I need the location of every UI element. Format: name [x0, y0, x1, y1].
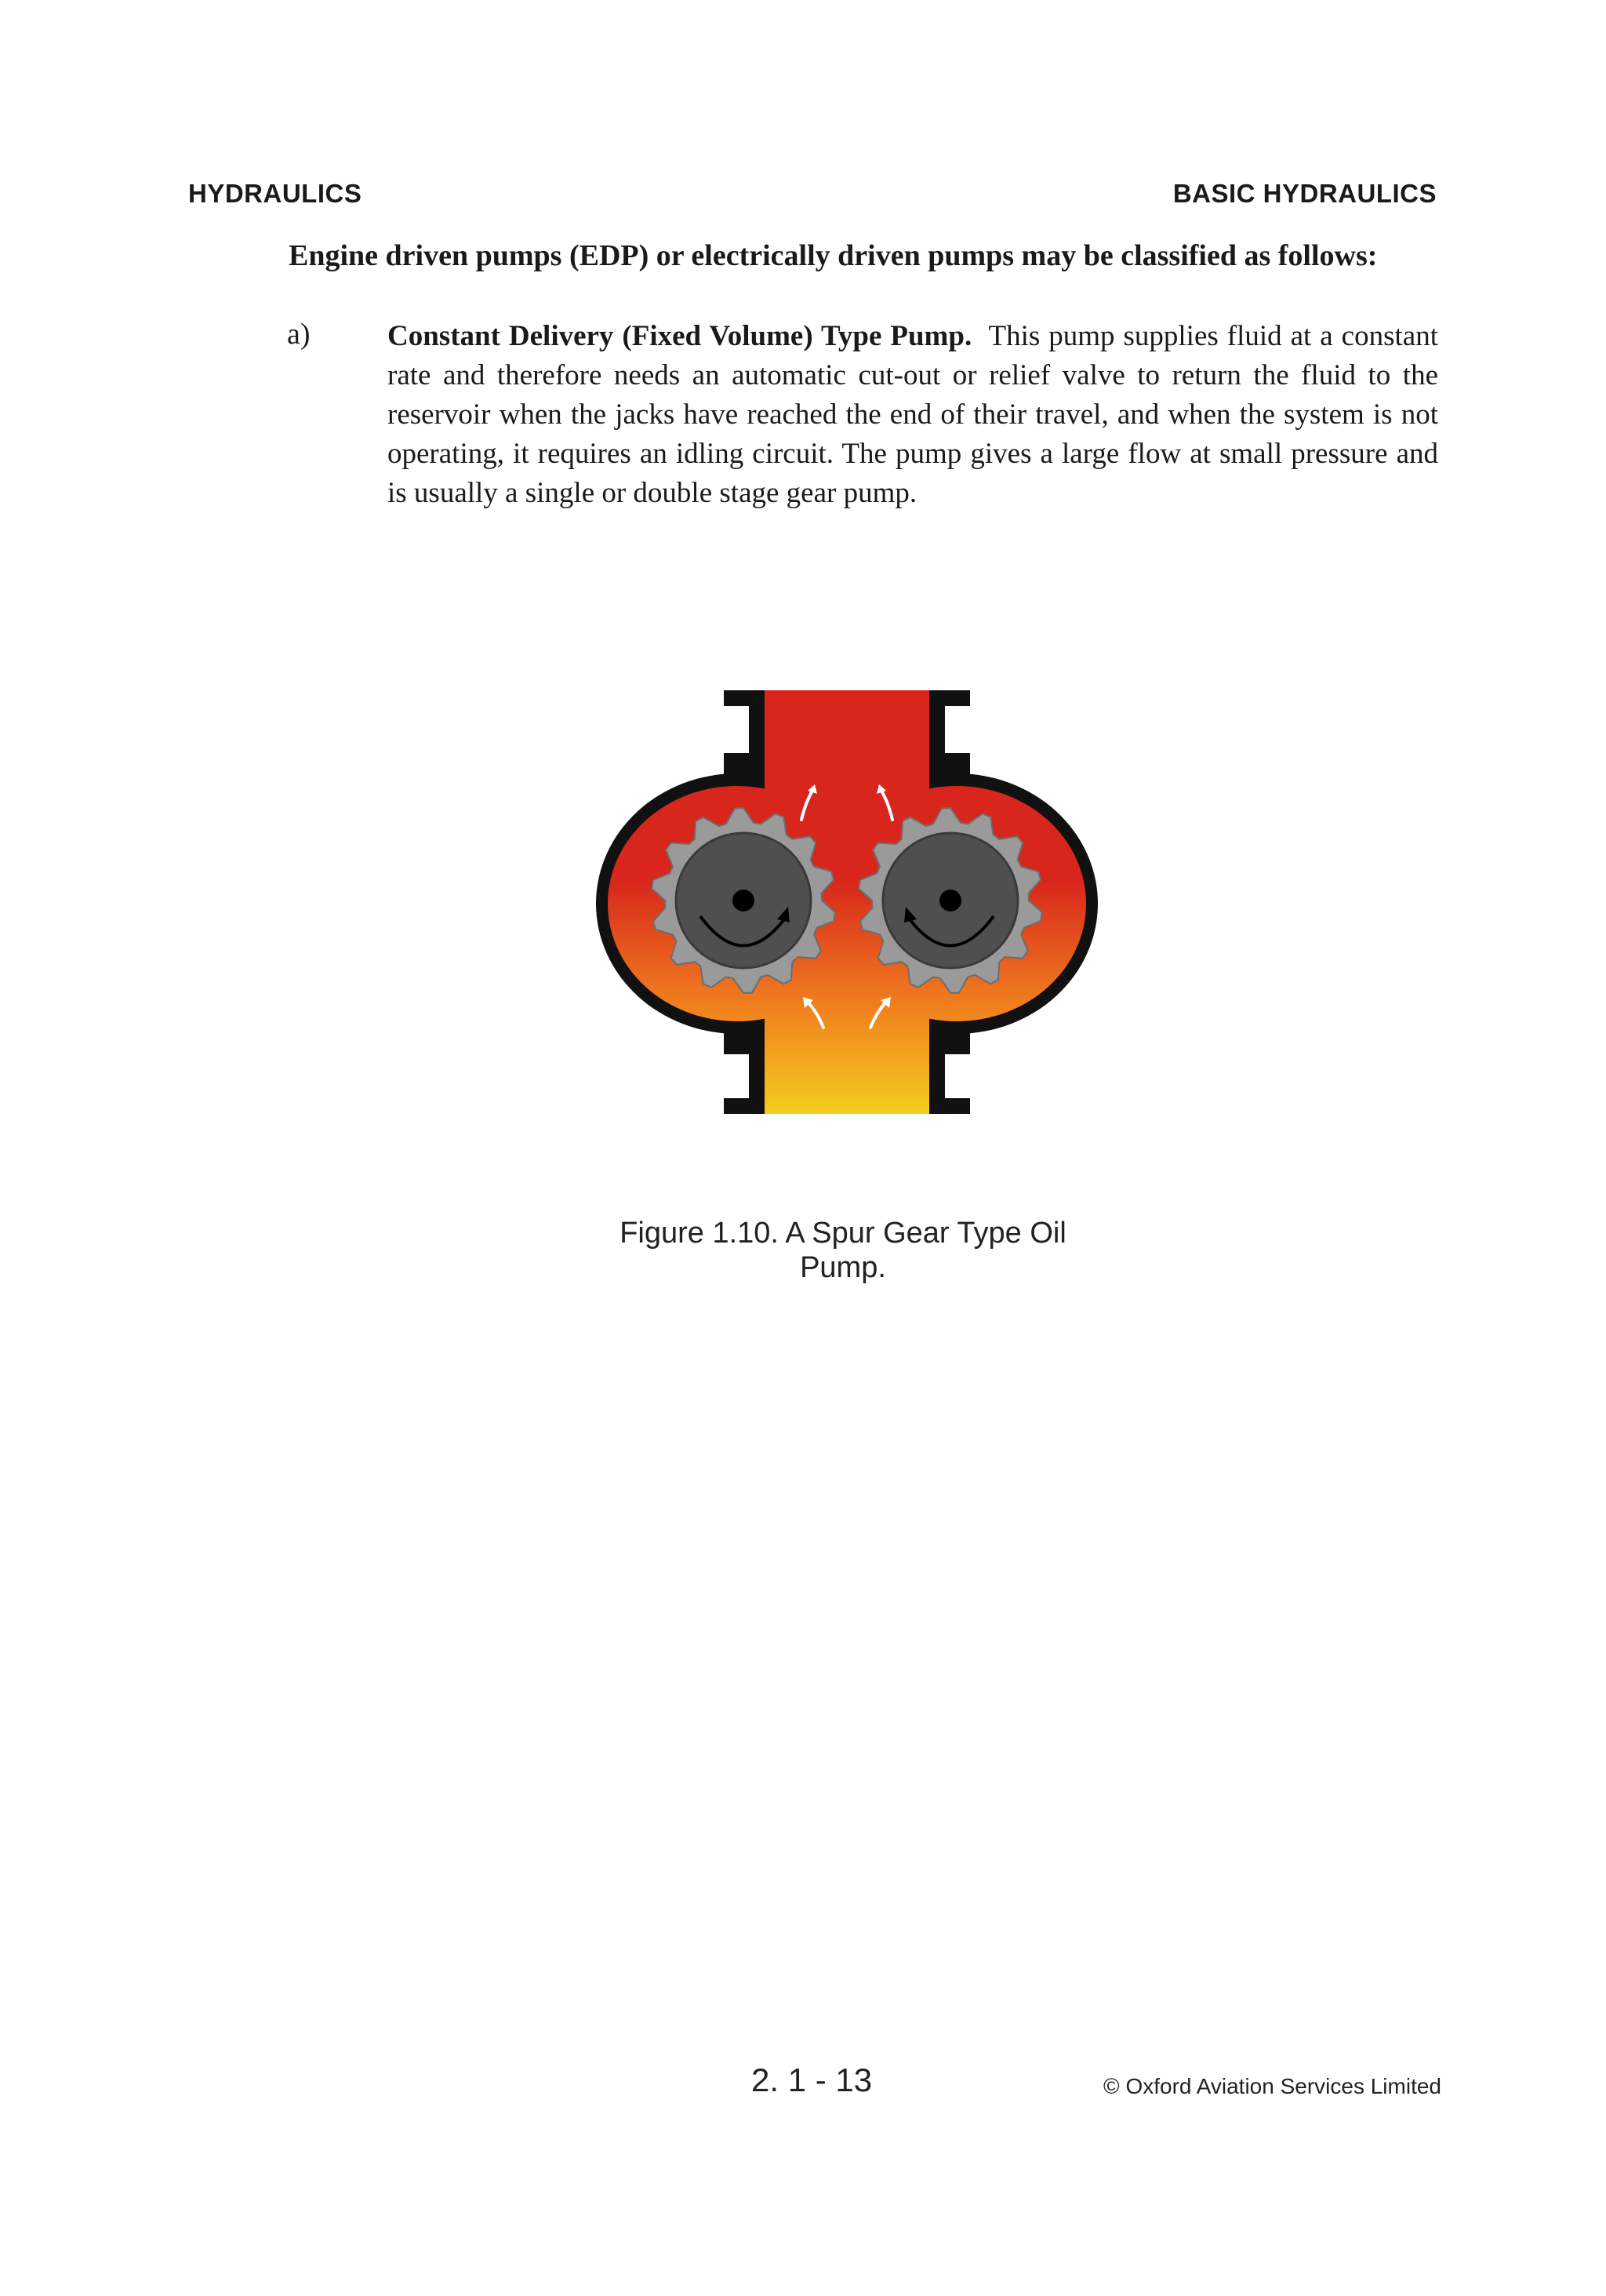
gear-shaft — [732, 890, 754, 911]
copyright-notice: © Oxford Aviation Services Limited — [1103, 2074, 1441, 2098]
list-item-text: This pump supplies fluid at a constant rate and therefore needs an automatic cut-out or relief valve to return the fluid to the reservoir when the jacks have reached the end of their travel, and when the system is not operating, it requires an idling circuit. The pump gives a large flow at small pressure and is usually a single or double stage gear pump. — [387, 320, 1438, 509]
running-head-left: HYDRAULICS — [188, 179, 362, 208]
list-item-body — [387, 317, 1438, 513]
gear-pump-diagram — [596, 682, 1098, 1122]
figure-caption-line-1: Figure 1.10. A Spur Gear Type Oil — [620, 1217, 1066, 1250]
gear-shaft — [939, 890, 961, 911]
figure-caption-line-2: Pump. — [800, 1251, 886, 1284]
figure-caption — [549, 1216, 1137, 1285]
list-item-heading-end: . — [964, 320, 972, 352]
list-item-heading: Constant Delivery (Fixed Volume) Type Pump — [387, 320, 965, 352]
intro-paragraph: Engine driven pumps (EDP) or electrically driven pumps may be classified as follows: — [289, 239, 1378, 272]
page-number: 2. 1 - 13 — [751, 2061, 873, 2098]
list-item-label: a) — [287, 318, 311, 351]
running-head-right: BASIC HYDRAULICS — [1172, 179, 1437, 208]
